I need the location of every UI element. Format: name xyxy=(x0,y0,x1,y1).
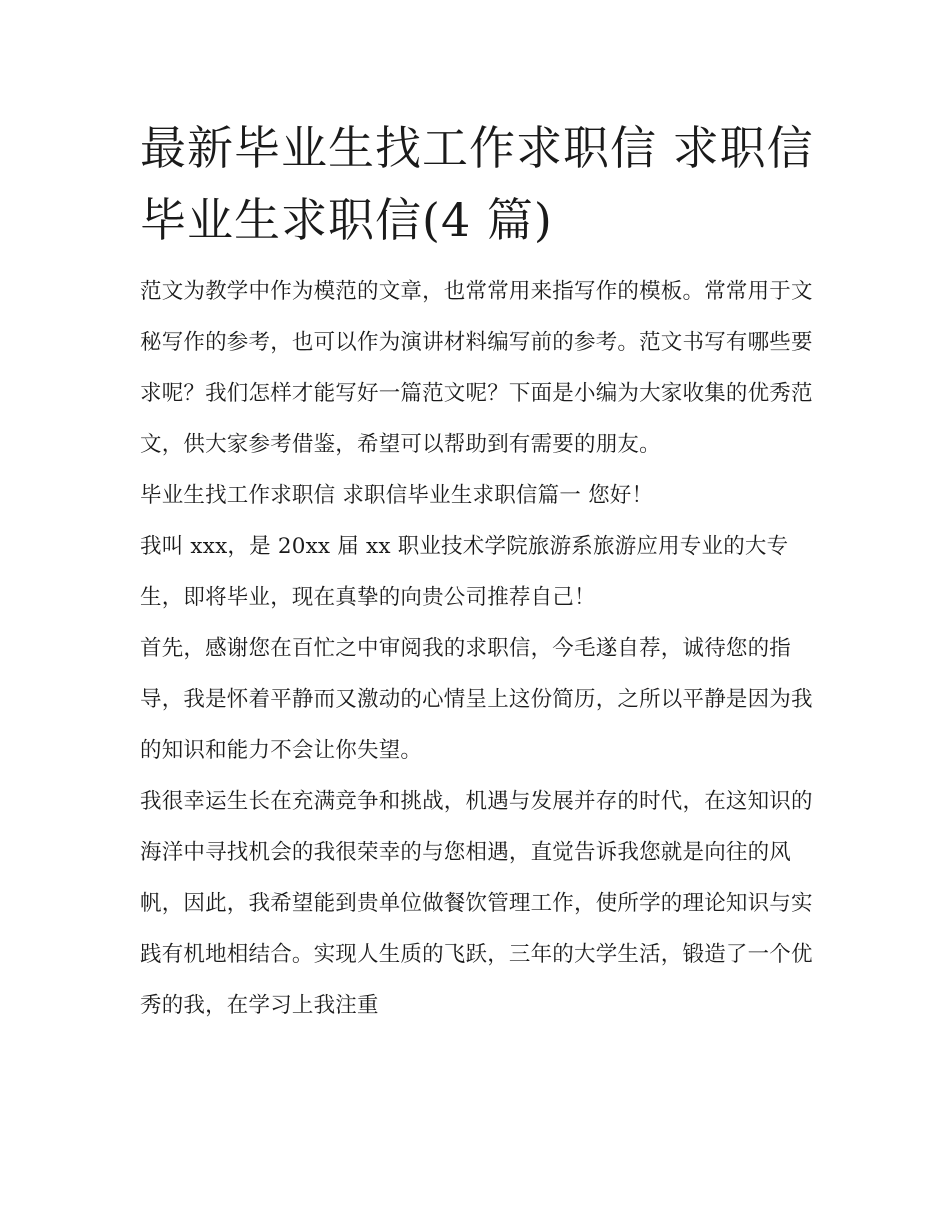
letter-heading: 毕业生找工作求职信 求职信毕业生求职信篇一 您好！ xyxy=(140,483,654,508)
motivation-paragraph: 我很幸运生长在充满竞争和挑战，机遇与发展并存的时代，在这知识的海洋中寻找机会的我很荣幸的与您相遇，直觉告诉我您就是向往的风帆，因此，我希望能到贵单位做餐饮管理工作，使所学的理论知识与实践有机地相结合。实现人生质的飞跃，三年的大学生活，锻造了一个优秀的我，在学习上我注重 xyxy=(140,789,813,1018)
document-title: 最新毕业生找工作求职信 求职信毕业生求职信(4 篇) xyxy=(140,121,814,247)
self-introduction-paragraph: 我叫 xxx，是 20xx 届 xx 职业技术学院旅游系旅游应用专业的大专生，即将毕业，现在真挚的向贵公司推荐自己！ xyxy=(140,534,789,610)
thanks-paragraph: 首先，感谢您在百忙之中审阅我的求职信，今毛遂自荐，诚待您的指导，我是怀着平静而又激动的心情呈上这份简历，之所以平静是因为我的知识和能力不会让你失望。 xyxy=(140,636,813,763)
document-page xyxy=(140,112,820,1031)
intro-paragraph: 范文为教学中作为模范的文章，也常常用来指写作的模板。常常用于文秘写作的参考，也可以作为演讲材料编写前的参考。范文书写有哪些要求呢？我们怎样才能写好一篇范文呢？下面是小编为大家收集的优秀范文，供大家参考借鉴，希望可以帮助到有需要的朋友。 xyxy=(140,279,813,457)
